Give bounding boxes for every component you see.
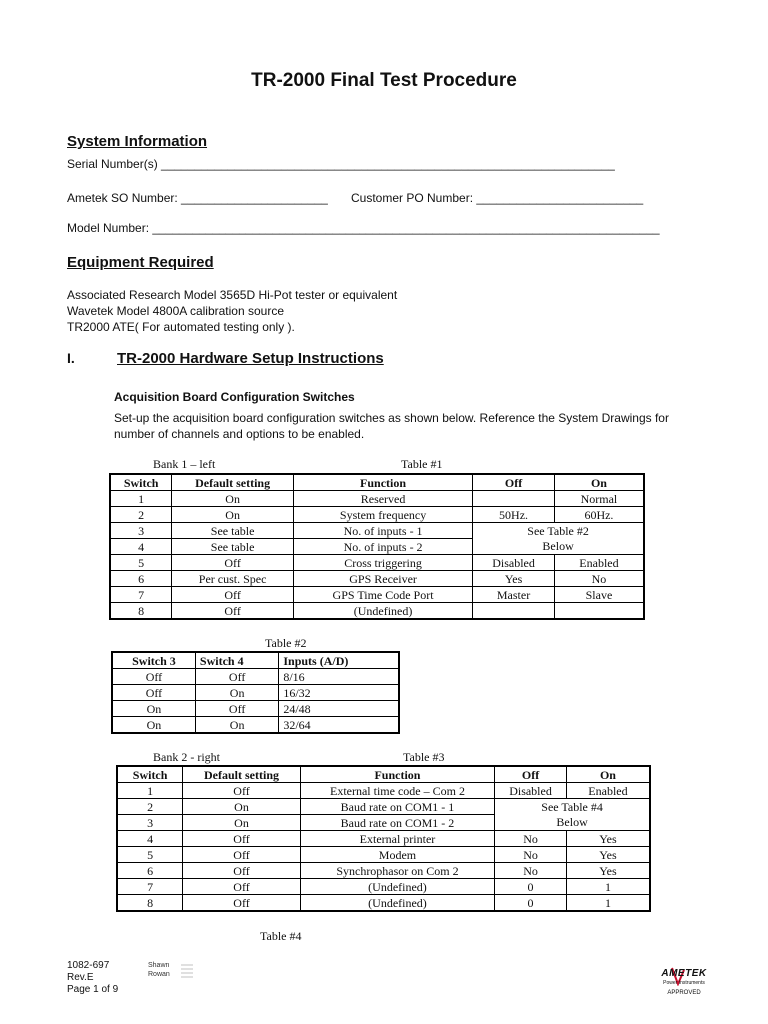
equipment-item: TR2000 ATE( For automated testing only ). — [67, 320, 295, 334]
bank2-label: Bank 2 - right — [153, 750, 220, 764]
table-header: On — [566, 766, 650, 783]
table-header: Default setting — [183, 766, 301, 783]
table-cell — [473, 491, 555, 507]
table-cell: 6 — [117, 863, 183, 879]
table-cell: 8 — [117, 895, 183, 912]
table-cell: Synchrophasor on Com 2 — [300, 863, 494, 879]
table-row — [110, 587, 644, 603]
table-cell: 5 — [117, 847, 183, 863]
table-cell: 7 — [117, 879, 183, 895]
table-cell: Off — [183, 831, 301, 847]
table-cell: Off — [112, 685, 195, 701]
table-cell: Yes — [566, 863, 650, 879]
table-cell: Off — [183, 879, 301, 895]
table-row — [112, 669, 399, 685]
table-header: Off — [495, 766, 567, 783]
table-cell: On — [172, 491, 294, 507]
table-cell: Off — [183, 895, 301, 912]
section-intro — [114, 410, 669, 442]
table-row — [110, 555, 644, 571]
table-cell: 1 — [117, 783, 183, 799]
table-cell: Off — [195, 701, 278, 717]
table-header: Inputs (A/D) — [279, 652, 399, 669]
equipment-heading: Equipment Required — [67, 254, 214, 271]
table-cell-merged: See Table #2 — [473, 523, 644, 539]
table-header-row — [110, 474, 644, 491]
revision: Rev.E — [67, 972, 94, 983]
table-row — [117, 847, 650, 863]
table-cell: Off — [195, 669, 278, 685]
table2-caption: Table #2 — [265, 636, 307, 650]
table-cell: Off — [183, 863, 301, 879]
table-cell-merged: Below — [495, 815, 650, 831]
table-row — [110, 523, 644, 539]
subsection-heading: Acquisition Board Configuration Switches — [114, 390, 355, 404]
table-row — [112, 701, 399, 717]
table-row — [110, 491, 644, 507]
section-heading: TR-2000 Hardware Setup Instructions — [117, 350, 384, 367]
table-cell: External time code – Com 2 — [300, 783, 494, 799]
footer-doc-info — [67, 960, 118, 996]
table-row — [112, 717, 399, 734]
signature-lines-icon — [181, 963, 195, 981]
table-cell: 7 — [110, 587, 172, 603]
table-row — [110, 539, 644, 555]
table-cell: 6 — [110, 571, 172, 587]
table-cell: No — [495, 863, 567, 879]
table3-caption: Table #3 — [403, 750, 445, 764]
table-header: Default setting — [172, 474, 294, 491]
table-cell: Off — [112, 669, 195, 685]
table-cell: Cross triggering — [293, 555, 472, 571]
approved-label: APPROVED — [667, 990, 701, 996]
table-cell: GPS Receiver — [293, 571, 472, 587]
system-info-heading: System Information — [67, 133, 208, 150]
table-cell: System frequency — [293, 507, 472, 523]
bank1-label: Bank 1 – left — [153, 457, 216, 471]
ametek-logo — [654, 966, 714, 1000]
table-cell: 0 — [495, 895, 567, 912]
table-row — [117, 863, 650, 879]
table-cell: Off — [172, 555, 294, 571]
table-cell: 50Hz. — [473, 507, 555, 523]
table-header: Switch — [110, 474, 172, 491]
table-cell: Yes — [566, 847, 650, 863]
table-header: Function — [293, 474, 472, 491]
table-cell: Slave — [554, 587, 644, 603]
table-row — [110, 603, 644, 620]
table-cell: Baud rate on COM1 - 1 — [300, 799, 494, 815]
table-row — [117, 895, 650, 912]
table3 — [116, 765, 651, 912]
table1-caption: Table #1 — [401, 457, 443, 471]
customer-po-field: Customer PO Number: _________________________ — [351, 191, 644, 205]
table-row — [117, 783, 650, 799]
doc-number: 1082-697 — [67, 960, 110, 971]
signature-name: Shawn — [148, 962, 170, 969]
table-cell: 60Hz. — [554, 507, 644, 523]
table-cell: Off — [183, 783, 301, 799]
table-cell: 32/64 — [279, 717, 399, 734]
table-header: On — [554, 474, 644, 491]
table-header: Switch 4 — [195, 652, 278, 669]
table-row — [110, 507, 644, 523]
table-cell: 8 — [110, 603, 172, 620]
table-cell: Master — [473, 587, 555, 603]
table-cell-merged: Below — [473, 539, 644, 555]
table-row — [117, 799, 650, 815]
model-number-field: Model Number: ____________________________________________________________________________ — [67, 221, 660, 235]
table-cell: 8/16 — [279, 669, 399, 685]
table-cell: 1 — [566, 895, 650, 912]
table-cell: On — [112, 701, 195, 717]
table-cell: On — [195, 685, 278, 701]
table-cell: 5 — [110, 555, 172, 571]
table-cell: Enabled — [554, 555, 644, 571]
page-number: Page 1 of 9 — [67, 984, 119, 995]
table-cell: See table — [172, 539, 294, 555]
table-cell: Off — [172, 587, 294, 603]
table-cell: Disabled — [473, 555, 555, 571]
table-header: Switch 3 — [112, 652, 195, 669]
table-cell: 3 — [110, 523, 172, 539]
table-cell: No. of inputs - 2 — [293, 539, 472, 555]
table-cell: Yes — [566, 831, 650, 847]
table-cell: On — [112, 717, 195, 734]
table-cell — [554, 603, 644, 620]
table-cell: 4 — [117, 831, 183, 847]
table-cell: 16/32 — [279, 685, 399, 701]
table-cell: GPS Time Code Port — [293, 587, 472, 603]
table-header: Switch — [117, 766, 183, 783]
table-row — [112, 685, 399, 701]
table-cell-merged: See Table #4 — [495, 799, 650, 815]
table-cell: On — [195, 717, 278, 734]
page-title: TR-2000 Final Test Procedure — [251, 70, 517, 91]
table-cell: External printer — [300, 831, 494, 847]
table-cell: Disabled — [495, 783, 567, 799]
table-cell: 2 — [117, 799, 183, 815]
table-cell: (Undefined) — [300, 895, 494, 912]
table-cell: No — [495, 847, 567, 863]
logo-text: AMETEK — [661, 968, 707, 979]
table-cell: Per cust. Spec — [172, 571, 294, 587]
equipment-list — [67, 287, 397, 335]
table-cell: 3 — [117, 815, 183, 831]
table-cell: No. of inputs - 1 — [293, 523, 472, 539]
table-cell: Off — [183, 847, 301, 863]
signature-stamp — [145, 962, 197, 984]
table-cell: No — [554, 571, 644, 587]
table4-caption: Table #4 — [260, 929, 302, 943]
table-header: Off — [473, 474, 555, 491]
table-cell: Modem — [300, 847, 494, 863]
table-row — [117, 815, 650, 831]
equipment-item: Associated Research Model 3565D Hi-Pot tester or equivalent — [67, 288, 398, 302]
table-cell: 1 — [110, 491, 172, 507]
table-cell: On — [183, 815, 301, 831]
table-cell: Normal — [554, 491, 644, 507]
table-cell: On — [172, 507, 294, 523]
logo-subtitle: Power Instruments — [663, 980, 705, 986]
table-cell: No — [495, 831, 567, 847]
table-cell — [473, 603, 555, 620]
table2 — [111, 651, 400, 734]
table-row — [110, 571, 644, 587]
table1 — [109, 473, 645, 620]
table-cell: Reserved — [293, 491, 472, 507]
table-cell: Baud rate on COM1 - 2 — [300, 815, 494, 831]
section-number: I. — [67, 350, 75, 366]
ametek-so-field: Ametek SO Number: ______________________ — [67, 191, 328, 205]
table-cell: 0 — [495, 879, 567, 895]
table-cell: Enabled — [566, 783, 650, 799]
table-cell: On — [183, 799, 301, 815]
intro-line: number of channels and options to be enabled. — [114, 427, 365, 441]
intro-line: Set-up the acquisition board configuration switches as shown below. Reference the System Drawings for — [114, 411, 669, 425]
table-header-row — [112, 652, 399, 669]
signature-name: Rowan — [148, 971, 170, 978]
table-cell: See table — [172, 523, 294, 539]
table-cell: 4 — [110, 539, 172, 555]
serial-number-field: Serial Number(s) ____________________________________________________________________ — [67, 157, 615, 171]
table-cell: 1 — [566, 879, 650, 895]
table-row — [117, 831, 650, 847]
table-header: Function — [300, 766, 494, 783]
table-row — [117, 879, 650, 895]
table-cell: Yes — [473, 571, 555, 587]
table-cell: Off — [172, 603, 294, 620]
table-cell: 2 — [110, 507, 172, 523]
table-cell: (Undefined) — [293, 603, 472, 620]
table-cell: (Undefined) — [300, 879, 494, 895]
table-header-row — [117, 766, 650, 783]
table-cell: 24/48 — [279, 701, 399, 717]
equipment-item: Wavetek Model 4800A calibration source — [67, 304, 285, 318]
